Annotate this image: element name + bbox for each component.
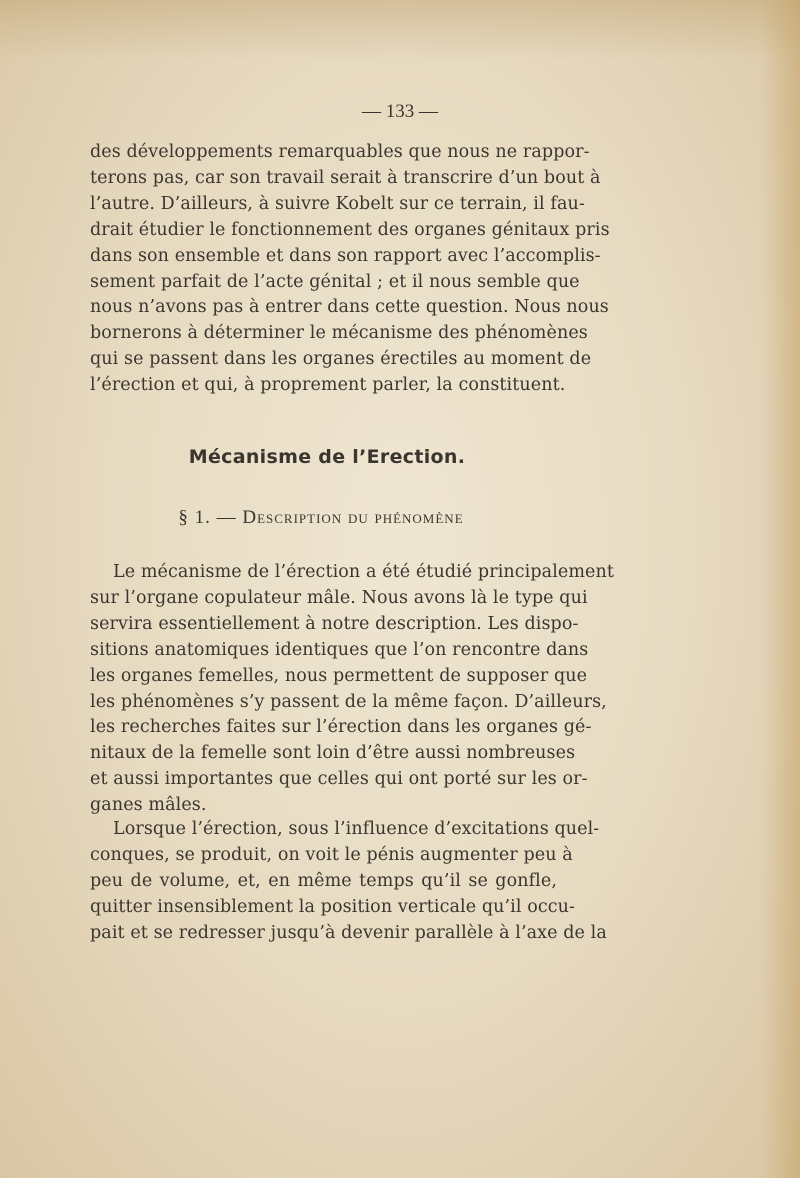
subsection-heading: Description du phénomène <box>242 507 464 528</box>
subsection-prefix: § 1. — <box>178 507 243 528</box>
text-line: peu de volume, et, en même temps qu’il se gonfle, <box>90 870 557 891</box>
text-line: l’autre. D’ailleurs, à suivre Kobelt sur ce terrain, il fau- <box>90 193 585 214</box>
text-line: les organes femelles, nous permettent de supposer que <box>90 665 588 686</box>
text-line: sement parfait de l’acte génital ; et il nous semble que <box>90 271 580 292</box>
text-line: Le mécanisme de l’érection a été étudié principalement <box>113 562 615 582</box>
text-line: qui se passent dans les organes érectiles au moment de <box>90 349 592 370</box>
text-line: sur l’organe copulateur mâle. Nous avons là le type qui <box>90 587 588 608</box>
text-line: et aussi importantes que celles qui ont porté sur les or- <box>90 769 588 790</box>
text-line: dans son ensemble et dans son rapport avec l’accomplis- <box>90 245 601 266</box>
text-line: les phénomènes s’y passent de la même façon. D’ailleurs, <box>90 691 607 712</box>
page-edge-shadow-top <box>0 0 800 60</box>
text-line: terons pas, car son travail serait à transcrire d’un bout à <box>90 167 601 188</box>
text-line: ganes mâles. <box>90 795 207 816</box>
text-line: nous n’avons pas à entrer dans cette question. Nous nous <box>90 297 609 318</box>
text-line: Lorsque l’érection, sous l’influence d’excitations quel- <box>113 819 600 839</box>
page-edge-shadow-right <box>760 0 800 1178</box>
text-line: bornerons à déterminer le mécanisme des phénomènes <box>90 323 588 344</box>
paragraph-2 <box>90 560 615 819</box>
page-number: — 133 — <box>362 101 438 122</box>
section-title: Mécanisme de l’Erection. <box>188 446 466 468</box>
text-line: quitter insensiblement la position verticale qu’il occu- <box>90 896 576 917</box>
text-line: drait étudier le fonctionnement des organes génitaux pris <box>90 219 610 240</box>
text-line: servira essentiellement à notre description. Les dispo- <box>90 613 579 634</box>
text-line: les recherches faites sur l’érection dans les organes gé- <box>90 717 592 738</box>
text-line: l’érection et qui, à proprement parler, la constituent. <box>90 375 566 396</box>
text-line: sitions anatomiques identiques que l’on rencontre dans <box>90 639 589 660</box>
text-line: des développements remarquables que nous ne rappor- <box>90 142 590 162</box>
paragraph-1 <box>90 140 610 399</box>
paragraph-3 <box>90 817 607 947</box>
text-line: nitaux de la femelle sont loin d’être aussi nombreuses <box>90 743 576 764</box>
text-line: conques, se produit, on voit le pénis augmenter peu à <box>90 844 573 865</box>
text-line: pait et se redresser jusqu’à devenir parallèle à l’axe de la <box>90 922 607 943</box>
subsection-title <box>0 507 642 529</box>
